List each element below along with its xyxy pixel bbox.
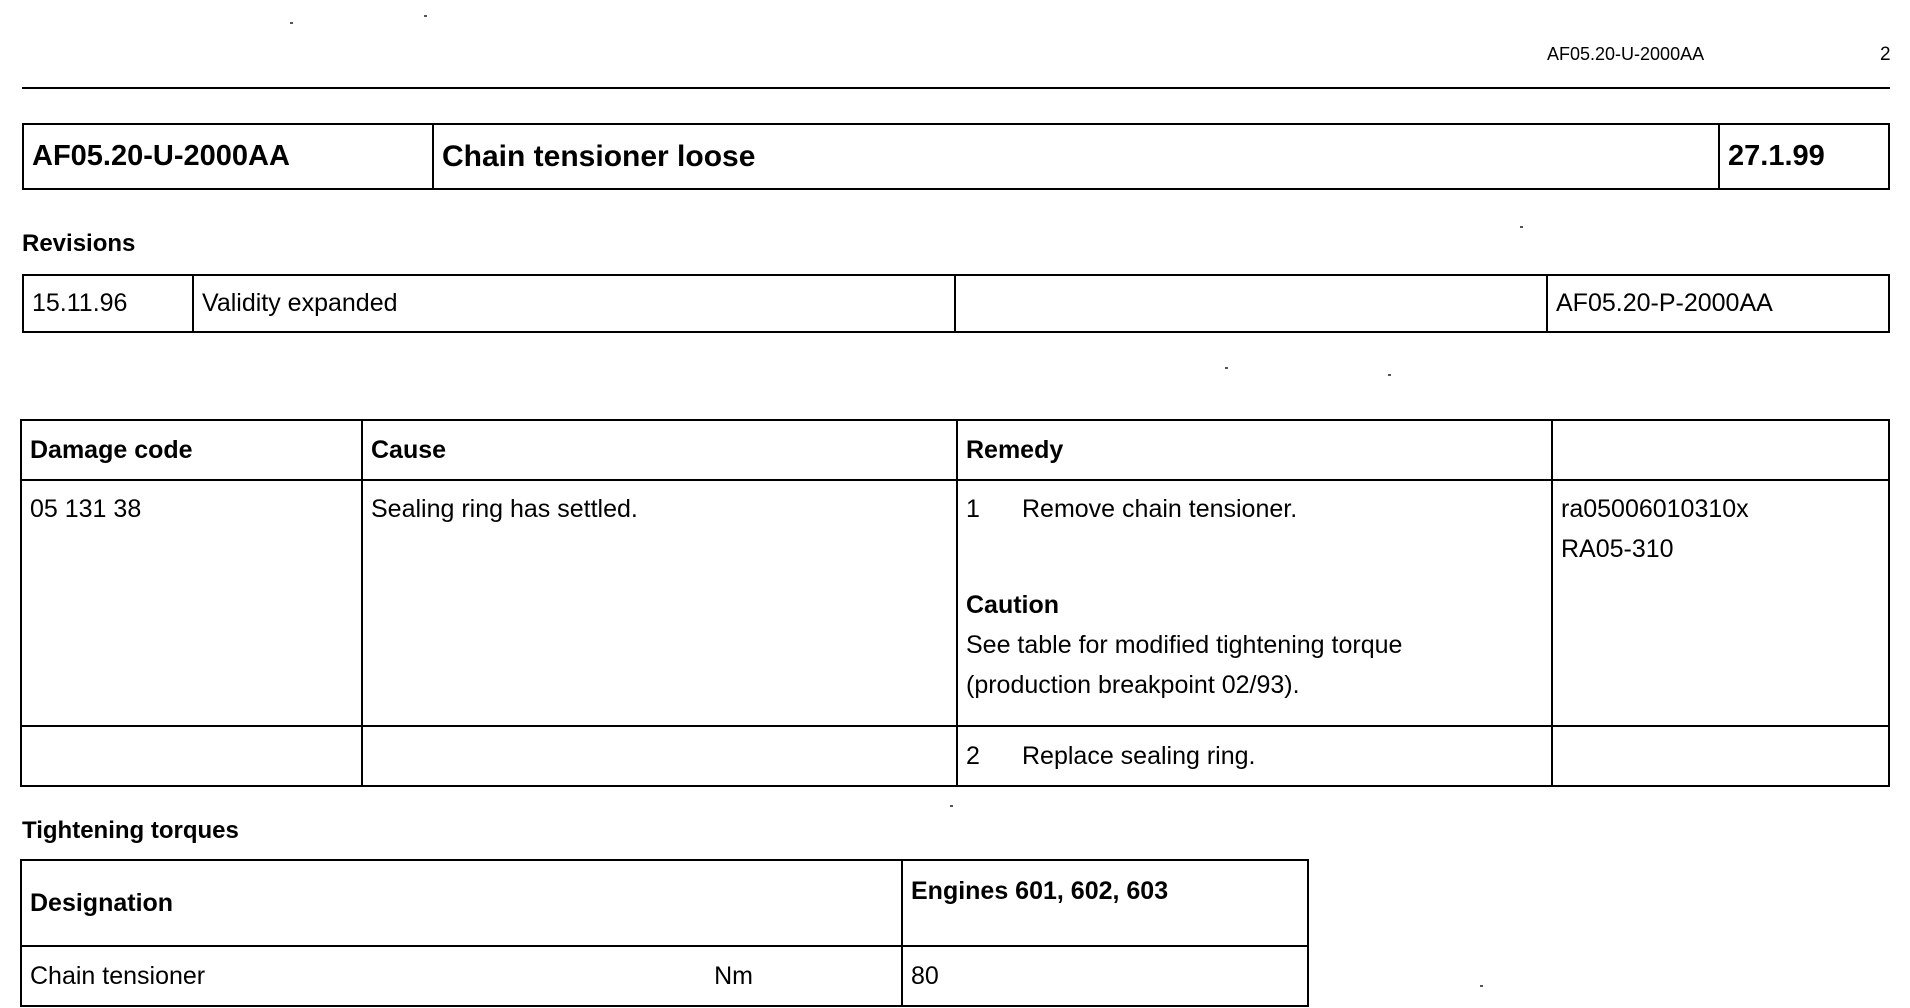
- tightening-torques-label: Tightening torques: [22, 817, 239, 844]
- caution-text-line: (production breakpoint 02/93).: [966, 671, 1300, 699]
- revision-row: [23, 275, 1889, 332]
- table-row: [21, 480, 1889, 726]
- remedy-cell: [957, 726, 1552, 786]
- title-date: 27.1.99: [1719, 124, 1889, 189]
- designation-cell: [21, 946, 902, 1006]
- scan-speck: [950, 805, 953, 807]
- reference-cell: [1552, 726, 1889, 786]
- scan-speck: [1520, 226, 1523, 228]
- header-remedy: Remedy: [957, 420, 1552, 480]
- caution-text-line: See table for modified tightening torque: [966, 631, 1403, 659]
- scan-speck: [1480, 985, 1483, 987]
- cause-text: [362, 726, 957, 786]
- cause-text: Sealing ring has settled.: [362, 480, 957, 726]
- revision-date: 15.11.96: [23, 275, 193, 332]
- header-doc-code: AF05.20-U-2000AA: [1547, 44, 1705, 64]
- revisions-label: Revisions: [22, 230, 136, 257]
- torques-table-header: [21, 860, 1308, 946]
- revision-reference[interactable]: AF05.20-P-2000AA: [1547, 275, 1889, 332]
- scan-speck: [1388, 374, 1391, 376]
- header-engines: Engines 601, 602, 603: [902, 860, 1308, 946]
- revisions-table: [22, 274, 1890, 333]
- step-text: Replace sealing ring.: [1022, 742, 1256, 770]
- title-code: AF05.20-U-2000AA: [23, 124, 433, 189]
- header-cause: Cause: [362, 420, 957, 480]
- torques-table: [20, 859, 1309, 1007]
- step-number: 1: [966, 495, 980, 523]
- document-title: Chain tensioner loose: [433, 124, 1719, 189]
- page-number: 2: [1880, 44, 1891, 65]
- torque-unit: Nm: [714, 961, 753, 990]
- table-row: [21, 726, 1889, 786]
- image-reference[interactable]: ra05006010310x: [1561, 495, 1749, 523]
- scan-speck: [1225, 367, 1228, 369]
- caution-block: [966, 585, 1543, 705]
- remedy-step: [966, 489, 1543, 529]
- scan-speck: [424, 15, 427, 17]
- damage-code: [21, 726, 362, 786]
- revision-note: [955, 275, 1547, 332]
- reference-cell: [1552, 480, 1889, 726]
- damage-table: [20, 419, 1890, 787]
- table-row: [21, 946, 1308, 1006]
- scan-speck: [290, 22, 293, 24]
- torque-value: 80: [902, 946, 1308, 1006]
- caution-title: Caution: [966, 591, 1060, 619]
- title-table: [22, 123, 1890, 190]
- damage-code: 05 131 38: [21, 480, 362, 726]
- designation-text: Chain tensioner: [30, 961, 206, 990]
- header-damage-code: Damage code: [21, 420, 362, 480]
- revision-description: Validity expanded: [193, 275, 955, 332]
- header-rule: [22, 87, 1890, 89]
- header-designation: Designation: [21, 860, 902, 946]
- step-number: 2: [966, 742, 980, 770]
- image-reference[interactable]: RA05-310: [1561, 535, 1674, 563]
- header-reference: [1552, 420, 1889, 480]
- step-text: Remove chain tensioner.: [1022, 495, 1298, 523]
- remedy-cell: [957, 480, 1552, 726]
- damage-table-header: [21, 420, 1889, 480]
